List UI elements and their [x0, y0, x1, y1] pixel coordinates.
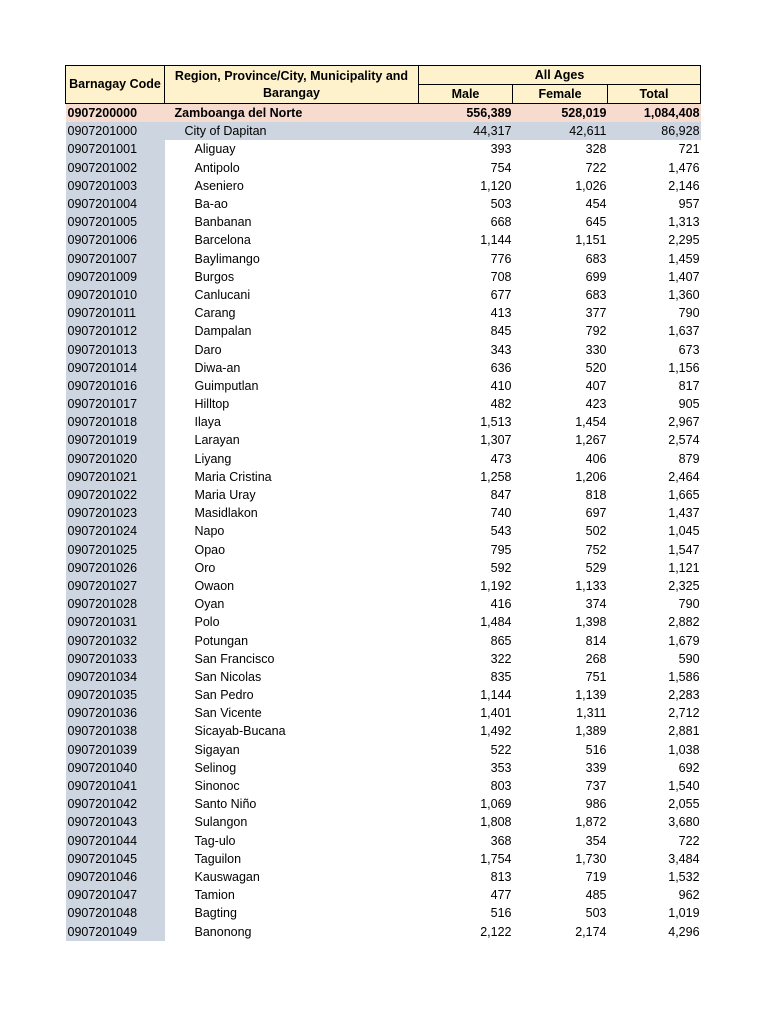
table-row [66, 177, 701, 195]
table-row [66, 213, 701, 231]
table-row [66, 650, 701, 668]
row-code: 0907201023 [66, 504, 165, 522]
row-female: 502 [585, 524, 607, 539]
row-name: San Francisco [194, 651, 275, 666]
table-row [66, 377, 701, 395]
row-male: 1,484 [480, 615, 512, 630]
row-name: Owaon [194, 578, 235, 593]
row-name: Larayan [194, 433, 240, 448]
row-code: 0907201028 [66, 595, 165, 613]
row-name: Maria Cristina [194, 469, 272, 484]
row-total: 2,574 [668, 433, 700, 448]
row-name: Oro [194, 560, 216, 575]
table-row [66, 104, 701, 123]
row-female: 328 [585, 142, 607, 157]
table-row [66, 741, 701, 759]
row-female: 1,454 [575, 415, 607, 430]
row-female: 1,872 [575, 815, 607, 830]
row-total: 692 [678, 760, 700, 775]
row-total: 673 [678, 342, 700, 357]
row-male: 556,389 [419, 104, 513, 123]
row-female: 377 [585, 306, 607, 321]
table-row [66, 850, 701, 868]
row-female: 1,311 [576, 706, 607, 721]
row-female: 1,151 [575, 233, 607, 248]
row-total: 2,295 [668, 233, 700, 248]
row-male: 516 [490, 906, 512, 921]
row-total: 1,019 [668, 906, 700, 921]
row-name: Bagting [194, 906, 237, 921]
row-code: 0907201022 [66, 486, 165, 504]
table-row [66, 631, 701, 649]
row-male: 353 [490, 760, 512, 775]
row-name: Napo [194, 524, 225, 539]
row-female: 722 [585, 160, 607, 175]
row-male: 835 [490, 669, 512, 684]
row-male: 1,192 [480, 578, 512, 593]
table-row [66, 668, 701, 686]
header-barangay-code: Barnagay Code [66, 66, 165, 104]
row-female: 792 [585, 324, 607, 339]
row-male: 1,808 [480, 815, 512, 830]
row-code: 0907201046 [66, 868, 165, 886]
row-name: San Pedro [194, 688, 254, 703]
row-name: Tamion [194, 888, 235, 903]
row-total: 790 [678, 306, 700, 321]
row-code: 0907201040 [66, 759, 165, 777]
row-female: 529 [585, 560, 607, 575]
row-code: 0907201017 [66, 395, 165, 413]
row-female: 454 [585, 197, 607, 212]
row-female: 339 [585, 760, 607, 775]
row-total: 2,146 [668, 178, 700, 193]
table-row [66, 195, 701, 213]
table-row [66, 795, 701, 813]
row-name: Tag-ulo [194, 833, 236, 848]
row-total: 721 [678, 142, 700, 157]
table-row [66, 722, 701, 740]
row-male: 1,513 [480, 415, 512, 430]
table-row [66, 250, 701, 268]
row-male: 1,258 [480, 469, 512, 484]
row-total: 2,881 [668, 724, 700, 739]
table-row [66, 886, 701, 904]
table-row [66, 922, 701, 940]
row-total: 817 [678, 378, 700, 393]
row-name: Potungan [194, 633, 249, 648]
row-code: 0907201041 [66, 777, 165, 795]
row-male: 795 [490, 542, 512, 557]
table-row [66, 395, 701, 413]
row-name: San Nicolas [194, 669, 262, 684]
row-male: 322 [490, 651, 512, 666]
population-sheet [65, 65, 700, 941]
row-code: 0907201045 [66, 850, 165, 868]
row-code: 0907201004 [66, 195, 165, 213]
row-code: 0907201036 [66, 704, 165, 722]
row-name: Barcelona [194, 233, 251, 248]
table-row [66, 595, 701, 613]
row-code: 0907201019 [66, 431, 165, 449]
row-male: 413 [490, 306, 512, 321]
header-female: Female [513, 85, 608, 104]
row-male: 343 [490, 342, 512, 357]
row-male: 477 [490, 888, 512, 903]
row-total: 1,038 [668, 742, 700, 757]
row-code: 0907201038 [66, 722, 165, 740]
row-total: 790 [678, 597, 700, 612]
row-female: 752 [585, 542, 607, 557]
table-header [66, 66, 701, 104]
row-total: 1,156 [668, 360, 700, 375]
row-male: 636 [490, 360, 512, 375]
table-row [66, 904, 701, 922]
row-total: 3,484 [668, 851, 700, 866]
row-male: 865 [490, 633, 512, 648]
row-name: Oyan [194, 597, 225, 612]
row-name: Burgos [194, 269, 235, 284]
table-row [66, 359, 701, 377]
row-female: 1,730 [575, 851, 607, 866]
row-male: 473 [490, 451, 512, 466]
row-total: 962 [678, 888, 700, 903]
row-code: 0907201020 [66, 450, 165, 468]
row-code: 0907201001 [66, 140, 165, 158]
row-male: 416 [490, 597, 512, 612]
row-total: 1,637 [668, 324, 700, 339]
table-row [66, 140, 701, 158]
table-row [66, 832, 701, 850]
row-female: 1,206 [575, 469, 607, 484]
row-name: Aseniero [194, 178, 244, 193]
row-female: 814 [585, 633, 607, 648]
row-name: Canlucani [194, 287, 251, 302]
row-code: 0907201049 [66, 922, 165, 940]
row-female: 2,174 [575, 924, 607, 939]
row-total: 1,360 [668, 287, 700, 302]
population-table [65, 65, 701, 941]
row-code: 0907201006 [66, 231, 165, 249]
row-name: Ba-ao [194, 197, 228, 212]
row-name: Zamboanga del Norte [165, 104, 419, 123]
row-code: 0907201026 [66, 559, 165, 577]
row-male: 813 [490, 869, 512, 884]
row-female: 818 [585, 488, 607, 503]
row-code: 0907201012 [66, 322, 165, 340]
row-name: Sulangon [194, 815, 248, 830]
row-male: 677 [490, 287, 512, 302]
row-name: Taguilon [194, 851, 242, 866]
row-male: 1,069 [480, 797, 512, 812]
row-name: Aliguay [194, 142, 236, 157]
row-female: 330 [585, 342, 607, 357]
row-female: 406 [585, 451, 607, 466]
row-male: 847 [490, 488, 512, 503]
row-code: 0907201016 [66, 377, 165, 395]
row-code: 0907201043 [66, 813, 165, 831]
row-code: 0907201024 [66, 522, 165, 540]
row-name: Diwa-an [194, 360, 241, 375]
row-name: Liyang [194, 451, 232, 466]
row-code: 0907201033 [66, 650, 165, 668]
row-total: 1,437 [668, 506, 700, 521]
row-total: 1,540 [668, 779, 700, 794]
row-total: 3,680 [668, 815, 700, 830]
header-region: Region, Province/City, Municipality and Barangay [165, 66, 419, 104]
row-code: 0907201002 [66, 159, 165, 177]
table-row [66, 431, 701, 449]
row-total: 2,882 [668, 615, 700, 630]
row-male: 803 [490, 779, 512, 794]
row-name: Dampalan [194, 324, 252, 339]
row-total: 1,045 [668, 524, 700, 539]
row-code: 0907201034 [66, 668, 165, 686]
row-total: 590 [678, 651, 700, 666]
row-female: 423 [585, 397, 607, 412]
table-row [66, 522, 701, 540]
row-code: 0907201035 [66, 686, 165, 704]
row-male: 482 [490, 397, 512, 412]
table-row [66, 268, 701, 286]
row-name: Ilaya [194, 415, 221, 430]
row-name: Masidlakon [194, 506, 258, 521]
header-male: Male [419, 85, 513, 104]
table-body [66, 104, 701, 941]
row-name: Sinonoc [194, 779, 240, 794]
row-male: 1,492 [480, 724, 512, 739]
row-male: 754 [490, 160, 512, 175]
header-all-ages: All Ages [419, 66, 701, 85]
row-female: 1,026 [575, 178, 607, 193]
row-code: 0907201009 [66, 268, 165, 286]
row-name: City of Dapitan [165, 122, 419, 140]
table-row [66, 468, 701, 486]
row-code: 0907201021 [66, 468, 165, 486]
table-row [66, 159, 701, 177]
row-code: 0907201032 [66, 631, 165, 649]
row-code: 0907201010 [66, 286, 165, 304]
row-total: 722 [678, 833, 700, 848]
row-total: 1,313 [668, 215, 700, 230]
table-row [66, 450, 701, 468]
row-male: 410 [490, 378, 512, 393]
row-code: 0907201005 [66, 213, 165, 231]
row-female: 719 [585, 869, 607, 884]
row-name: Polo [194, 615, 220, 630]
row-female: 407 [585, 378, 607, 393]
row-female: 485 [585, 888, 607, 903]
row-male: 522 [490, 742, 512, 757]
row-total: 2,967 [668, 415, 700, 430]
row-name: Opao [194, 542, 226, 557]
row-total: 1,665 [668, 488, 700, 503]
row-total: 1,459 [668, 251, 700, 266]
row-female: 1,389 [575, 724, 607, 739]
row-total: 1,547 [668, 542, 700, 557]
row-total: 4,296 [668, 924, 700, 939]
row-name: Carang [194, 306, 236, 321]
row-total: 879 [678, 451, 700, 466]
row-male: 393 [490, 142, 512, 157]
row-male: 708 [490, 269, 512, 284]
table-row [66, 813, 701, 831]
row-male: 1,144 [480, 233, 512, 248]
row-total: 2,464 [668, 469, 700, 484]
row-male: 44,317 [419, 122, 513, 140]
row-female: 697 [585, 506, 607, 521]
row-name: Sicayab-Bucana [194, 724, 286, 739]
table-row [66, 122, 701, 140]
row-female: 503 [585, 906, 607, 921]
row-code: 0907201025 [66, 541, 165, 559]
row-male: 1,401 [480, 706, 512, 721]
row-name: Guimputlan [194, 378, 259, 393]
row-code: 0907201014 [66, 359, 165, 377]
row-male: 368 [490, 833, 512, 848]
table-row [66, 777, 701, 795]
row-code: 0907201011 [66, 304, 165, 322]
row-total: 2,325 [668, 578, 700, 593]
row-total: 905 [678, 397, 700, 412]
row-name: Maria Uray [194, 488, 256, 503]
row-total: 2,055 [668, 797, 700, 812]
table-row [66, 613, 701, 631]
table-row [66, 486, 701, 504]
row-female: 1,133 [575, 578, 607, 593]
row-male: 845 [490, 324, 512, 339]
row-name: San Vicente [194, 706, 262, 721]
row-code: 0907201044 [66, 832, 165, 850]
row-name: Daro [194, 342, 222, 357]
row-male: 503 [490, 197, 512, 212]
row-male: 1,144 [480, 688, 512, 703]
row-total: 1,679 [668, 633, 700, 648]
row-name: Baylimango [194, 251, 260, 266]
row-female: 1,139 [575, 688, 607, 703]
row-female: 528,019 [513, 104, 608, 123]
row-code: 0907201042 [66, 795, 165, 813]
table-row [66, 759, 701, 777]
row-female: 737 [585, 779, 607, 794]
row-code: 0907201007 [66, 250, 165, 268]
row-code: 0907201018 [66, 413, 165, 431]
row-code: 0907201013 [66, 340, 165, 358]
table-row [66, 577, 701, 595]
row-female: 374 [585, 597, 607, 612]
row-name: Banonong [194, 924, 252, 939]
row-female: 683 [585, 287, 607, 302]
table-row [66, 868, 701, 886]
row-code: 0907201031 [66, 613, 165, 631]
table-row [66, 322, 701, 340]
row-name: Antipolo [194, 160, 240, 175]
row-name: Santo Niño [194, 797, 257, 812]
row-code: 0907201039 [66, 741, 165, 759]
row-female: 268 [585, 651, 607, 666]
table-row [66, 340, 701, 358]
row-total: 2,283 [668, 688, 700, 703]
row-female: 683 [585, 251, 607, 266]
row-female: 516 [585, 742, 607, 757]
row-code: 0907201027 [66, 577, 165, 595]
row-total: 1,476 [668, 160, 700, 175]
row-total: 2,712 [668, 706, 700, 721]
row-total: 957 [678, 197, 700, 212]
row-female: 1,398 [575, 615, 607, 630]
row-total: 1,532 [668, 869, 700, 884]
row-total: 1,407 [668, 269, 700, 284]
row-female: 751 [585, 669, 607, 684]
row-male: 2,122 [480, 924, 512, 939]
row-name: Selinog [194, 760, 237, 775]
row-code: 0907200000 [66, 104, 165, 123]
table-row [66, 504, 701, 522]
row-code: 0907201000 [66, 122, 165, 140]
table-row [66, 286, 701, 304]
row-male: 1,307 [480, 433, 512, 448]
row-male: 543 [490, 524, 512, 539]
table-row [66, 686, 701, 704]
row-total: 86,928 [608, 122, 701, 140]
row-male: 1,754 [480, 851, 512, 866]
row-female: 520 [585, 360, 607, 375]
header-total: Total [608, 85, 701, 104]
row-male: 592 [490, 560, 512, 575]
table-row [66, 559, 701, 577]
row-female: 42,611 [513, 122, 608, 140]
table-row [66, 231, 701, 249]
row-name: Hilltop [194, 397, 230, 412]
row-total: 1,084,408 [608, 104, 701, 123]
row-female: 1,267 [575, 433, 607, 448]
row-code: 0907201003 [66, 177, 165, 195]
row-name: Kauswagan [194, 869, 260, 884]
row-code: 0907201048 [66, 904, 165, 922]
row-total: 1,586 [668, 669, 700, 684]
table-row [66, 541, 701, 559]
table-row [66, 304, 701, 322]
row-male: 1,120 [480, 178, 512, 193]
row-female: 354 [585, 833, 607, 848]
row-female: 699 [585, 269, 607, 284]
row-male: 668 [490, 215, 512, 230]
table-row [66, 704, 701, 722]
row-male: 776 [490, 251, 512, 266]
table-row [66, 413, 701, 431]
row-female: 645 [585, 215, 607, 230]
row-male: 740 [490, 506, 512, 521]
row-female: 986 [585, 797, 607, 812]
row-name: Sigayan [194, 742, 240, 757]
row-total: 1,121 [668, 560, 700, 575]
row-code: 0907201047 [66, 886, 165, 904]
row-name: Banbanan [194, 215, 252, 230]
